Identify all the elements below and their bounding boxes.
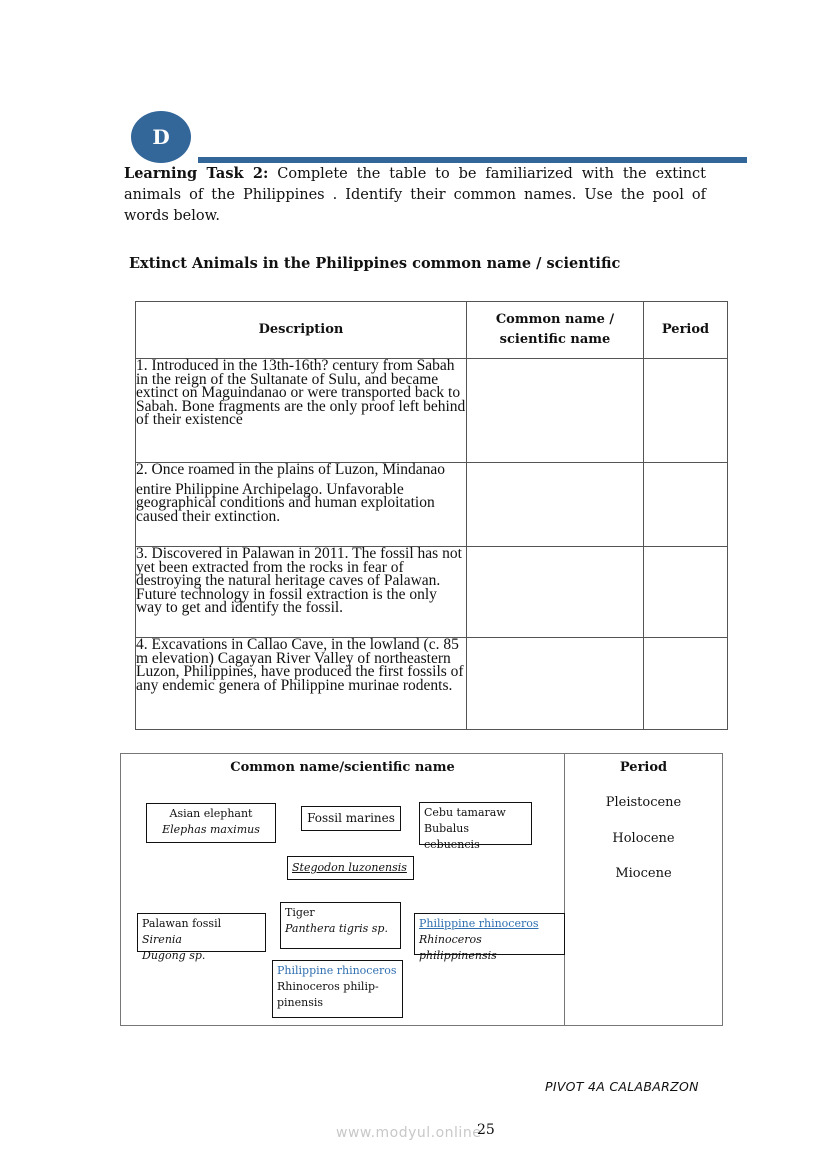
- scientific-name: Elephas maximus: [162, 823, 260, 836]
- common-name-cell[interactable]: [467, 638, 644, 730]
- common-name: Palawan fossil: [142, 917, 222, 930]
- scientific-name: Sirenia: [142, 933, 182, 946]
- watermark: www.modyul.online: [336, 1125, 482, 1141]
- period-cell[interactable]: [644, 359, 728, 463]
- description-text: 2. Once roamed in the plains of Luzon, Mindanao: [136, 461, 446, 478]
- period-cell[interactable]: [644, 463, 728, 547]
- common-name-cell[interactable]: [467, 463, 644, 547]
- word-box-tiger: [280, 902, 401, 949]
- table-title: Extinct Animals in the Philippines common name / scientific: [129, 255, 621, 272]
- period-option: Pleistocene: [605, 795, 682, 810]
- word-box-philippine-rhinoceros: [414, 913, 565, 962]
- period-cell[interactable]: [644, 547, 728, 638]
- task-instructions: [124, 163, 706, 227]
- publisher-footer: PIVOT 4A CALABARZON: [545, 1079, 699, 1094]
- row-description: [136, 547, 467, 638]
- scientific-name: Dugong sp.: [142, 949, 206, 962]
- table-header-row: [136, 302, 728, 359]
- common-name-cell[interactable]: [467, 359, 644, 463]
- description-text: entire Philippine Archipelago. Unfavorable geographical conditions and human exploitation caused their extinction.: [136, 480, 435, 525]
- description-text: 3. Discovered in Palawan in 2011. The fossil has not yet been extracted from the rocks in fear of destroying the natural heritage caves of Palawan. Future technology in fossil extraction is the only way to get and identify the fossil.: [136, 545, 462, 616]
- scientific-name: Stegodon luzonensis: [292, 861, 407, 874]
- task-label: Learning Task 2:: [124, 165, 269, 182]
- word-box-asian-elephant: [146, 803, 276, 843]
- row-description: [136, 359, 467, 463]
- scientific-name: Panthera tigris sp.: [285, 922, 388, 935]
- scientific-name: pinensis: [277, 996, 324, 1009]
- header-period: Period: [644, 302, 728, 359]
- description-text: 1. Introduced in the 13th-16th? century from Sabah in the reign of the Sultanate of Sulu, and became extinct on Maguindanao or were transported back to Sabah. Bone fragments are the only proof left behind of their existence: [136, 357, 466, 428]
- page-number: 25: [477, 1122, 495, 1138]
- pool-names-header: Common name/scientific name: [230, 760, 455, 775]
- header-description: Description: [136, 302, 467, 359]
- row-description: [136, 463, 467, 547]
- word-box-stegodon: [287, 856, 414, 880]
- scientific-name: Rhinoceros philippinensis: [419, 933, 497, 962]
- word-box-fossil-marines: [301, 806, 401, 831]
- extinct-animals-table: [135, 301, 728, 730]
- word-pool: [120, 753, 723, 1026]
- section-letter: D: [152, 125, 170, 149]
- period-option: Miocene: [615, 866, 672, 881]
- common-name: Philippine rhinoceros: [277, 964, 397, 977]
- scientific-name: Rhinoceros philip-: [277, 980, 379, 993]
- scientific-name: Bubalus cebuencis: [424, 822, 480, 851]
- table-row: [136, 463, 728, 547]
- header-common-name: Common name / scientific name: [467, 302, 644, 359]
- task-text: Complete the table to be familiarized with the extinct animals of the Philippines . Identify their common names. Use the pool of words below.: [124, 166, 707, 224]
- period-option: Holocene: [612, 831, 675, 846]
- pool-period-header: Period: [619, 760, 668, 775]
- word-box-cebu-tamaraw: [419, 802, 532, 851]
- common-name: Cebu tamaraw: [424, 806, 506, 819]
- common-name-cell[interactable]: [467, 547, 644, 638]
- table-row: [136, 638, 728, 730]
- table-row: [136, 547, 728, 638]
- common-name: Asian elephant: [169, 807, 253, 820]
- section-badge: [131, 111, 191, 163]
- description-text: 4. Excavations in Callao Cave, in the lowland (c. 85 m elevation) Cagayan River Valley of northeastern Luzon, Philippines, have produced the first fossils of any endemic genera of Philippine murinae rodents.: [136, 636, 464, 694]
- rhinoceros-link[interactable]: Philippine rhinoceros: [419, 917, 539, 930]
- word-box-palawan-fossil: [137, 913, 266, 962]
- common-name: Tiger: [285, 906, 315, 919]
- table-row: [136, 359, 728, 463]
- row-description: [136, 638, 467, 730]
- word-box-philippine-rhinoceros-2: [272, 960, 403, 1018]
- period-cell[interactable]: [644, 638, 728, 730]
- common-name: Fossil marines: [307, 811, 395, 825]
